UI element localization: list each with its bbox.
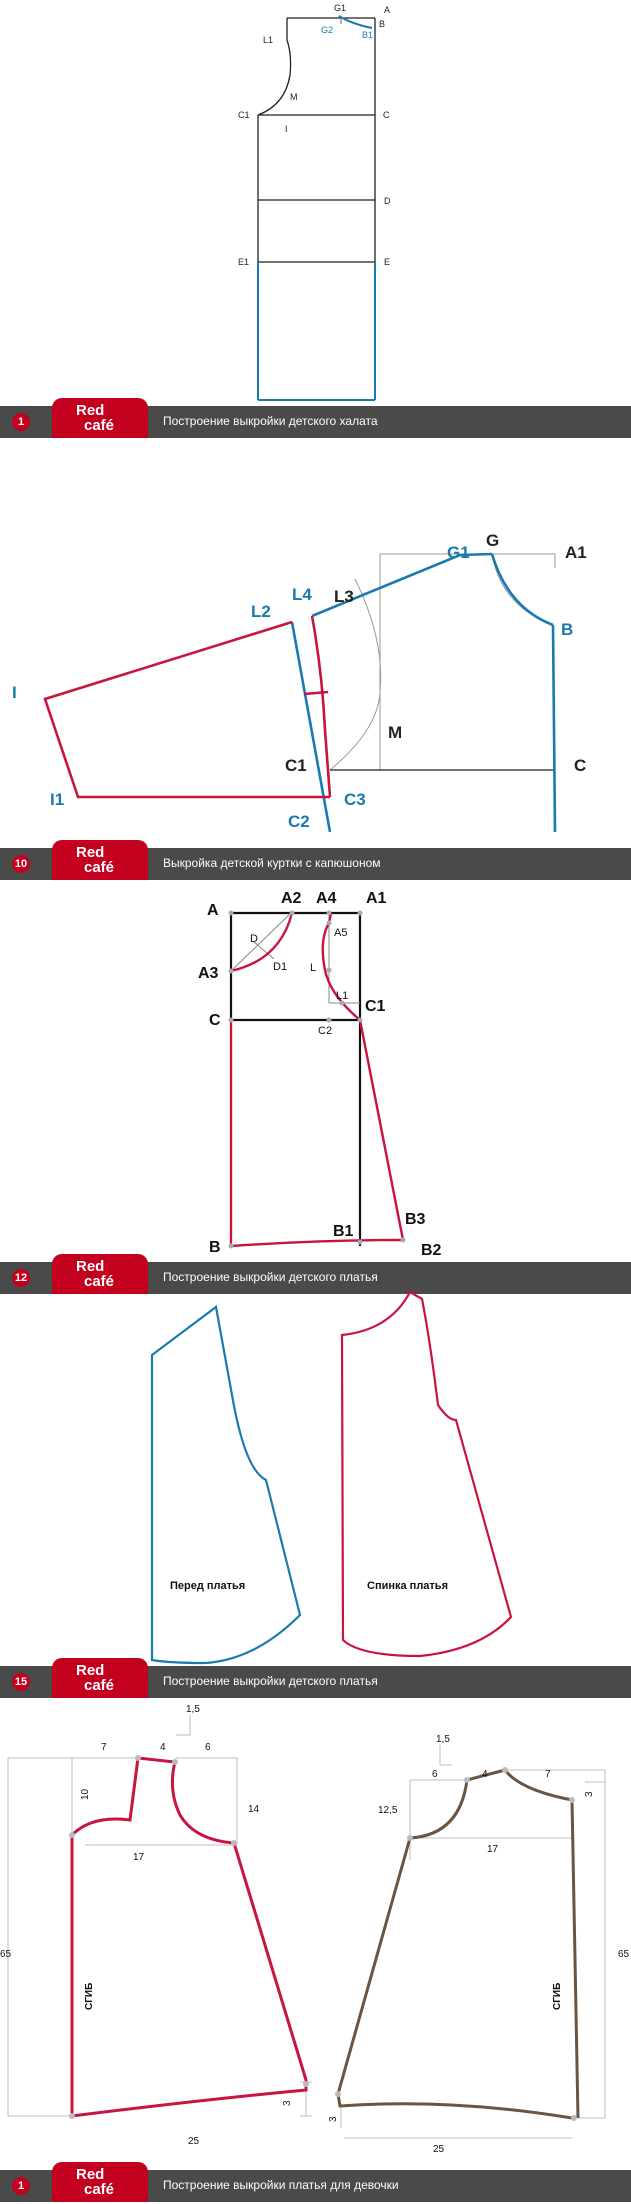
label-a4: A4 bbox=[316, 890, 337, 907]
redcafe-logo: Red café bbox=[52, 2162, 148, 2202]
label-l1: L1 bbox=[336, 990, 349, 1002]
label-i: I bbox=[12, 683, 17, 702]
label-c1: C1 bbox=[238, 110, 250, 120]
label-c3: C3 bbox=[344, 790, 366, 809]
label-l4: L4 bbox=[292, 585, 312, 604]
caption-banner-1 bbox=[0, 402, 631, 438]
back-piece-outline bbox=[342, 1292, 511, 1656]
redcafe-logo: Red café bbox=[52, 1658, 148, 1698]
label-c1: C1 bbox=[365, 998, 386, 1015]
label-d1: D1 bbox=[273, 961, 288, 973]
fold-label-left: СГИБ bbox=[84, 1982, 95, 2010]
figure-caption: Построение выкройки детского платья bbox=[163, 1270, 378, 1284]
front-piece-label: Перед платья bbox=[170, 1580, 246, 1592]
panel-girl-dress-pattern bbox=[0, 1700, 631, 2160]
label-a3: A3 bbox=[198, 965, 219, 982]
label-c2: C2 bbox=[288, 812, 310, 831]
caption-banner-girl-dress bbox=[0, 2166, 631, 2202]
label-g1: G1 bbox=[334, 3, 347, 13]
dim-17-right: 17 bbox=[487, 1844, 499, 1855]
label-b3: B3 bbox=[405, 1211, 426, 1228]
label-b1: B1 bbox=[362, 30, 374, 40]
dim-65-left: 65 bbox=[0, 1949, 12, 1960]
label-l: L bbox=[310, 962, 317, 974]
dim-1-5-right: 1,5 bbox=[436, 1734, 450, 1745]
figure-caption: Построение выкройки платья для девочки bbox=[163, 2178, 399, 2192]
dim-17-left: 17 bbox=[133, 1852, 145, 1863]
redcafe-logo: Red café bbox=[52, 840, 148, 880]
label-a2: A2 bbox=[281, 890, 302, 907]
dim-3-top-right: 3 bbox=[584, 1791, 595, 1797]
figure-number-badge: 12 bbox=[12, 1269, 30, 1287]
label-d: D bbox=[250, 933, 258, 945]
caption-banner-15 bbox=[0, 1662, 631, 1698]
dim-14-left: 14 bbox=[248, 1804, 260, 1815]
panel-dress-draft bbox=[0, 880, 631, 1259]
redcafe-logo: Red café bbox=[52, 1254, 148, 1294]
dim-6-left: 6 bbox=[205, 1742, 211, 1753]
dim-25-left: 25 bbox=[188, 2136, 200, 2147]
label-b: B bbox=[561, 620, 574, 639]
label-i: I bbox=[285, 124, 288, 134]
label-l3: L3 bbox=[334, 587, 354, 606]
figure-number-badge: 1 bbox=[12, 2177, 30, 2195]
dim-25-right: 25 bbox=[433, 2144, 445, 2155]
jacket-pattern-diagram bbox=[0, 440, 631, 832]
label-c2: C2 bbox=[318, 1025, 333, 1037]
panel-dress-pieces bbox=[0, 1294, 631, 1662]
label-c: C bbox=[574, 756, 587, 775]
dim-65-right: 65 bbox=[618, 1949, 630, 1960]
left-dress-outline bbox=[72, 1758, 306, 2116]
panel-robe-pattern bbox=[0, 0, 631, 405]
dim-7-right: 7 bbox=[545, 1769, 551, 1780]
label-c: C bbox=[209, 1012, 221, 1029]
label-a: A bbox=[207, 902, 219, 919]
fold-label-right: СГИБ bbox=[552, 1982, 563, 2010]
dim-4-left: 4 bbox=[160, 1742, 166, 1753]
caption-banner-12 bbox=[0, 1258, 631, 1294]
figure-number-badge: 15 bbox=[12, 1673, 30, 1691]
dim-4-right: 4 bbox=[482, 1769, 488, 1780]
girl-dress-pattern-diagram bbox=[0, 1700, 631, 2160]
label-e1: E1 bbox=[238, 257, 250, 267]
label-c1: C1 bbox=[285, 756, 307, 775]
back-piece-label: Спинка платья bbox=[367, 1580, 448, 1592]
label-l1: L1 bbox=[263, 35, 274, 45]
label-b: B bbox=[209, 1239, 221, 1256]
figure-caption: Построение выкройки детского платья bbox=[163, 1674, 378, 1688]
label-l2: L2 bbox=[251, 602, 271, 621]
dim-7-left: 7 bbox=[101, 1742, 107, 1753]
label-m: M bbox=[388, 723, 403, 742]
caption-banner-10 bbox=[0, 844, 631, 880]
robe-pattern-diagram bbox=[0, 0, 631, 405]
label-a1: A1 bbox=[366, 890, 387, 907]
dim-3-left: 3 bbox=[282, 2100, 293, 2106]
label-a: A bbox=[384, 5, 391, 15]
figure-number-badge: 1 bbox=[12, 413, 30, 431]
label-a5: A5 bbox=[334, 927, 348, 939]
right-dress-outline bbox=[338, 1770, 578, 2118]
dim-6-right: 6 bbox=[432, 1769, 438, 1780]
figure-caption: Выкройка детской куртки с капюшоном bbox=[163, 856, 381, 870]
label-b1: B1 bbox=[333, 1223, 354, 1240]
label-g2: G2 bbox=[321, 25, 334, 35]
label-c: C bbox=[383, 110, 390, 120]
dress-draft-diagram bbox=[0, 880, 631, 1259]
label-g: G bbox=[486, 531, 500, 550]
front-piece-outline bbox=[152, 1307, 300, 1663]
label-g1: G1 bbox=[447, 543, 470, 562]
label-a1: A1 bbox=[565, 543, 587, 562]
label-e: E bbox=[384, 257, 391, 267]
dress-pieces-diagram bbox=[0, 1294, 631, 1662]
dim-10-left: 10 bbox=[80, 1788, 91, 1800]
redcafe-logo: Red café bbox=[52, 398, 148, 438]
dim-3-right: 3 bbox=[328, 2116, 339, 2122]
dim-1-5-left: 1,5 bbox=[186, 1704, 200, 1715]
figure-caption: Построение выкройки детского халата bbox=[163, 414, 378, 428]
figure-number-badge: 10 bbox=[12, 855, 30, 873]
dim-12-5-right: 12,5 bbox=[378, 1805, 398, 1816]
label-m: M bbox=[290, 92, 298, 102]
label-d: D bbox=[384, 196, 391, 206]
label-b2: B2 bbox=[421, 1242, 442, 1259]
label-i1: I1 bbox=[50, 790, 65, 809]
panel-jacket-pattern bbox=[0, 440, 631, 832]
label-b: B bbox=[379, 19, 386, 29]
